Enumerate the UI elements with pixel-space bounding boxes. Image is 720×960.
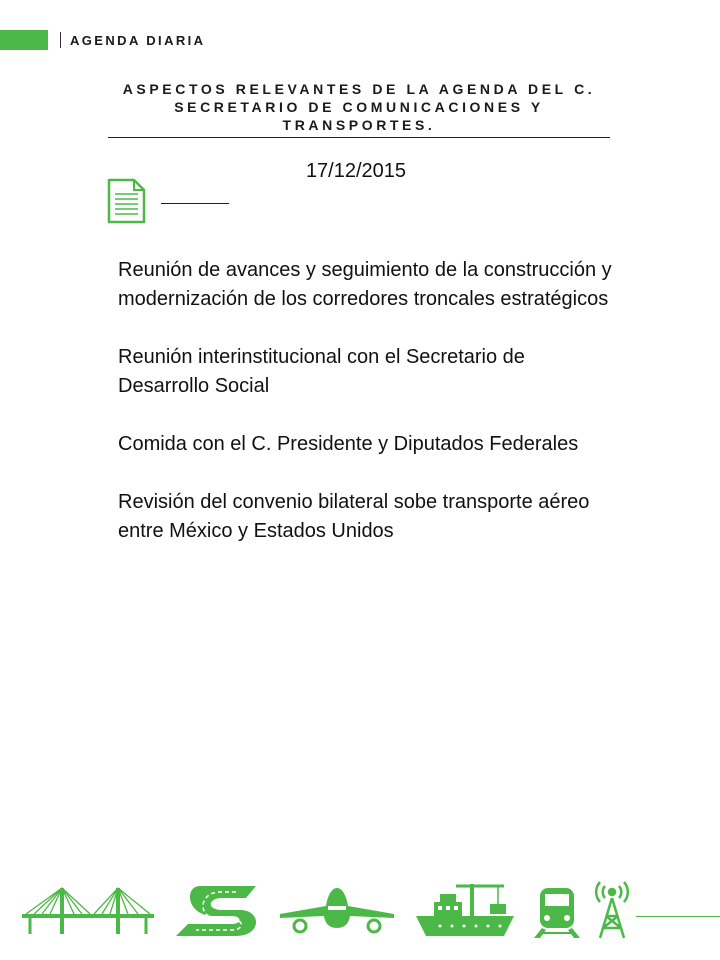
header-accent-bar: [0, 30, 48, 50]
title-divider: [108, 137, 610, 138]
airplane-icon: [280, 888, 394, 932]
footer-divider: [636, 916, 720, 917]
footer-transport-icons: [0, 876, 720, 946]
header-label: AGENDA DIARIA: [70, 33, 206, 48]
agenda-item: Revisión del convenio bilateral sobe transporte aéreo entre México y Estados Unidos: [118, 491, 590, 542]
antenna-tower-icon: [596, 882, 628, 938]
bridge-icon: [22, 888, 154, 934]
ship-icon: [416, 884, 514, 936]
agenda-date: 17/12/2015: [305, 160, 407, 182]
agenda-item: Reunión interinstitucional con el Secretario de Desarrollo Social: [118, 346, 525, 397]
agenda-item: Reunión de avances y seguimiento de la construcción y modernización de los corredores troncales estratégicos: [118, 259, 612, 310]
road-icon: [176, 886, 256, 936]
agenda-list: [118, 256, 618, 575]
document-icon: [104, 178, 148, 224]
train-icon: [534, 888, 580, 938]
page-title: ASPECTOS RELEVANTES DE LA AGENDA DEL C. SECRETARIO DE COMUNICACIONES Y TRANSPORTES.: [122, 81, 596, 133]
agenda-item: Comida con el C. Presidente y Diputados Federales: [118, 433, 579, 455]
header-separator: [60, 32, 61, 48]
date-underline: [161, 203, 229, 204]
